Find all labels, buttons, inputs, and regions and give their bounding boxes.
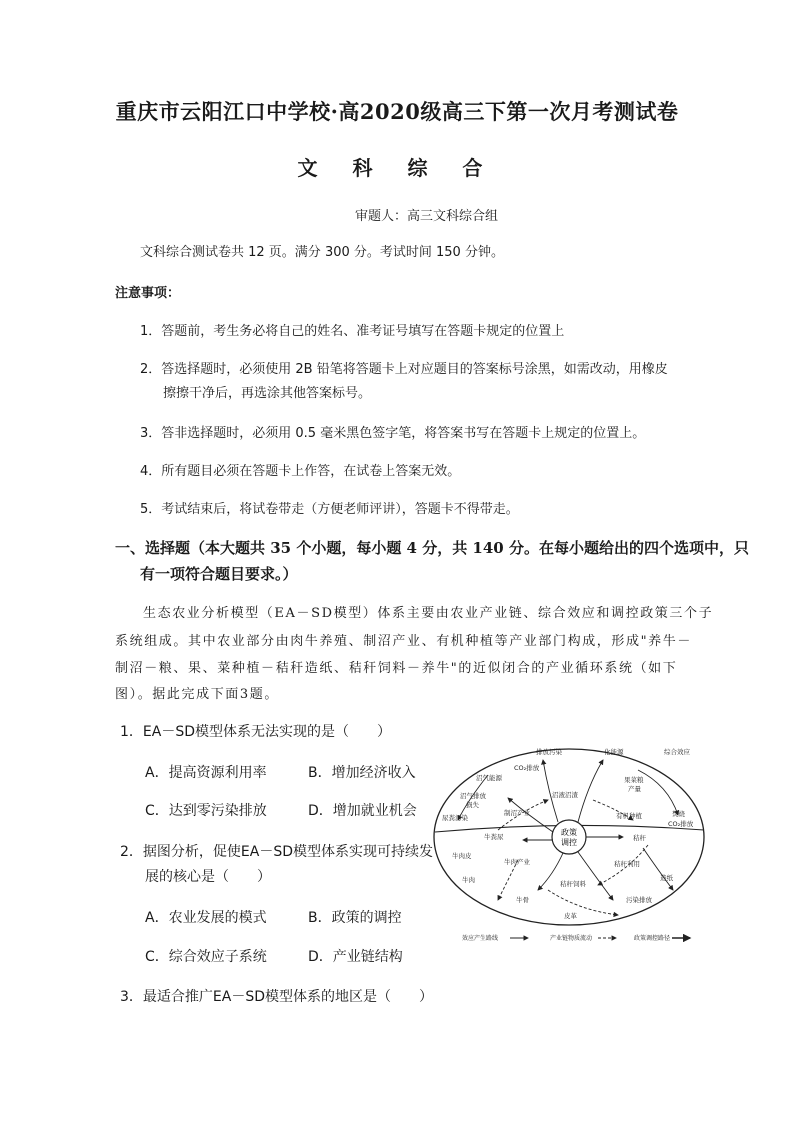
section-heading-cont: 有一项符合题目要求。） (140, 565, 298, 583)
q1-option-b: B．增加经济收入 (308, 765, 416, 781)
label-biogas-slurry: 沼液沼渣 (552, 791, 578, 799)
policy-center-circle (552, 820, 586, 854)
label-biogas-industry: 制沼产业 (504, 809, 530, 817)
q2-option-b: B．政策的调控 (308, 910, 402, 926)
q1-option-d: D．增加就业机会 (308, 803, 417, 819)
label-emission: 排放污染 (536, 748, 562, 756)
legend-policy-path: 政策调控路径 (634, 935, 671, 942)
notice-item: 2．答选择题时，必须使用 2B 铅笔将答题卡上对应题目的答案标号涂黑，如需改动，用橡皮 (140, 362, 668, 377)
label-straw: 秸秆 (633, 834, 646, 842)
page-title: 重庆市云阳江口中学校·高2020级高三下第一次月考测试卷 (115, 99, 679, 124)
center-label: 政策 (561, 828, 577, 837)
notice-heading: 注意事项： (115, 286, 181, 301)
label-biogas-energy: 沼气能源 (476, 774, 502, 782)
ea-sd-model-diagram (428, 740, 718, 955)
label-chem-energy: 化能源 (604, 748, 624, 756)
q2-option-d: D．产业链结构 (308, 949, 403, 965)
passage-line: 制沼－粮、果、菜种植－秸秆造纸、秸秆饲料－养牛"的近似闭合的产业循环系统（如下 (115, 661, 678, 676)
passage-line: 图）。据此完成下面3题。 (115, 687, 279, 702)
label-beef-skin: 牛肉皮 (452, 852, 472, 860)
label-straw-feed: 秸秆饲料 (560, 880, 586, 888)
passage-line: 系统组成。其中农业部分由肉牛养殖、制沼产业、有机种植等产业部门构成，形成"养牛－ (115, 634, 692, 649)
label-organic-planting: 有机种植 (616, 812, 642, 820)
label-paper: 造纸 (660, 874, 673, 882)
question-3-stem: 3．最适合推广EA－SD模型体系的地区是（ ） (120, 989, 433, 1005)
legend-effect-route: 效应产生路线 (462, 935, 499, 942)
label-burn: 焚烧 (672, 810, 685, 818)
label-beef-industry: 牛肉产业 (504, 858, 530, 866)
label-loss: 损失 (466, 801, 479, 809)
notice-item: 1．答题前，考生务必将自己的姓名、准考证号填写在答题卡规定的位置上 (140, 324, 565, 339)
center-label: 调控 (561, 838, 577, 847)
label-co2-emission: CO₂排放 (514, 764, 540, 772)
q2-option-a: A．农业发展的模式 (145, 910, 267, 926)
label-yield: 产量 (628, 785, 641, 793)
diagram-legend (462, 934, 690, 942)
question-2-stem: 2．据图分析，促使EA－SD模型体系实现可持续发 (120, 844, 433, 860)
label-cattle-bone: 牛骨 (516, 896, 529, 904)
label-dung: 牛粪尿 (484, 833, 504, 841)
notice-item: 擦擦干净后，再选涂其他答案标号。 (163, 386, 372, 401)
q1-option-a: A．提高资源利用率 (145, 765, 267, 781)
legend-material-flow: 产业链物质流动 (550, 935, 593, 942)
notice-item: 5．考试结束后，将试卷带走（方便老师评讲），答题卡不得带走。 (140, 502, 519, 517)
label-comprehensive-effect: 综合效应 (664, 748, 690, 756)
q2-option-c: C．综合效应子系统 (145, 949, 267, 965)
exam-intro: 文科综合测试卷共 12 页。满分 300 分。考试时间 150 分钟。 (140, 245, 504, 260)
label-pollution-emit: 污染排放 (626, 896, 652, 904)
label-burn-co2: CO₂排放 (668, 820, 694, 828)
passage-line: 生态农业分析模型（EA－SD模型）体系主要由农业产业链、综合效应和调控政策三个子 (143, 606, 714, 621)
page-subtitle: 文 科 综 合 (297, 156, 497, 180)
label-straw-use: 秸秆利用 (614, 860, 640, 868)
notice-item: 4．所有题目必须在答题卡上作答，在试卷上答案无效。 (140, 464, 461, 479)
label-beef: 牛肉 (462, 876, 475, 884)
label-manure-pollution: 尿粪污染 (442, 814, 468, 822)
label-leather: 皮革 (564, 912, 577, 920)
label-grain: 果菜粮 (624, 776, 644, 784)
label-gas-emit: 沼气排放 (460, 792, 486, 800)
question-2-stem-cont: 展的核心是（ ） (145, 869, 271, 885)
question-1-stem: 1．EA－SD模型体系无法实现的是（ ） (120, 724, 391, 740)
reviewer: 审题人：高三文科综合组 (355, 209, 499, 224)
section-heading: 一、选择题（本大题共 35 个小题，每小题 4 分，共 140 分。在每小题给出的四个选项中，只 (115, 539, 749, 557)
q1-option-c: C．达到零污染排放 (145, 803, 267, 819)
notice-item: 3．答非选择题时，必须用 0.5 毫米黑色签字笔，将答案书写在答题卡上规定的位置上。 (140, 426, 646, 441)
